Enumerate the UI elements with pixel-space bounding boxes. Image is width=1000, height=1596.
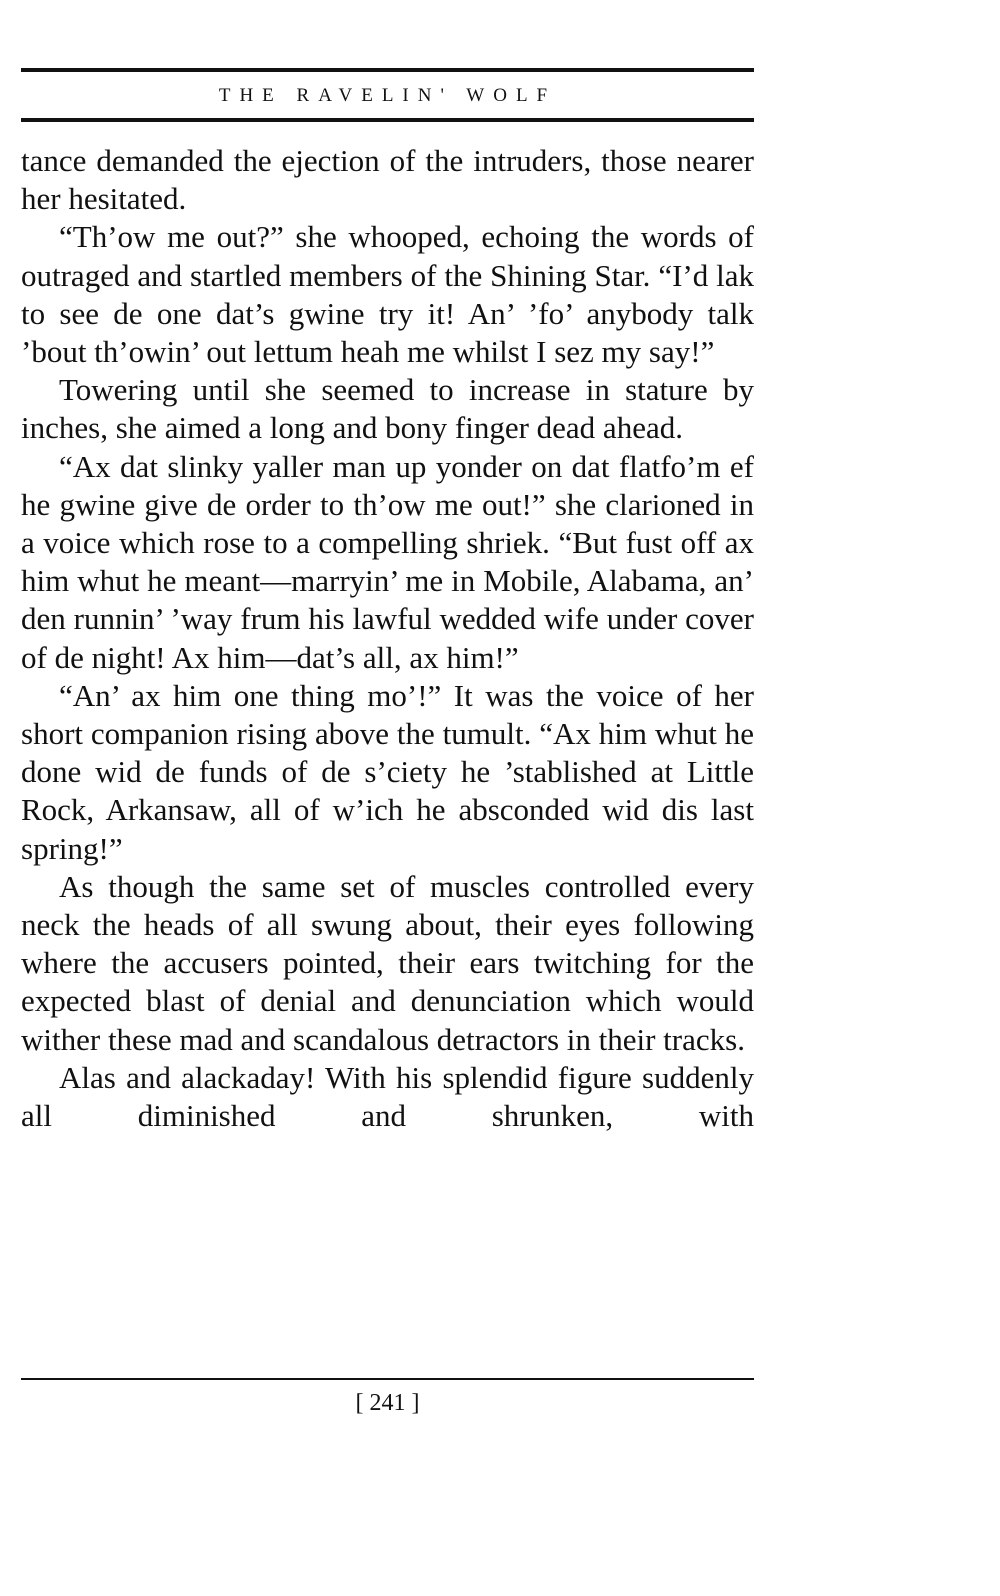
paragraph-alas: Alas and alackaday! With his splendid figure suddenly all diminished and shrunken, with [21,1059,754,1134]
paragraph-throw-me-out: “Th’ow me out?” she whooped, echoing the words of outraged and startled members of the Shining Star. “I’d lak to see de one dat’s gwine try it! An’ ’fo’ anybody talk ’bout th’owin’ out lettum heah me whilst I sez my say!” [21,219,754,370]
paragraph-ax-dat-slinky: “Ax dat slinky yaller man up yonder on dat flatfo’m ef he gwine give de order to th’ow me out!” she clarioned in a voice which rose to a compelling shriek. “But fust off ax him whut he meant—marryin’ me in Mobile, Alabama, an’ den runnin’ ’way frum his lawful wedded wife under cover of de night! Ax him—dat’s all, ax him!” [21,448,754,675]
body-text [21,142,754,1135]
book-page [21,0,754,1596]
paragraph-continuation: tance demanded the ejection of the intruders, those nearer her hesitated. [21,143,754,217]
footer-rule [21,1378,754,1380]
header-top-rule [21,68,754,72]
running-head: THE RAVELIN' WOLF [218,85,557,106]
page-number: [ 241 ] [355,1390,420,1416]
paragraph-ax-him-one-thing: “An’ ax him one thing mo’!” It was the voice of her short companion rising above the tumult. “Ax him whut he done wid de funds of de s’ciety he ’stablished at Little Rock, Arkansaw, all of w’ich he absconded wid dis last spring!” [21,677,754,866]
paragraph-muscles: As though the same set of muscles controlled every neck the heads of all swung about, their eyes following where the accusers pointed, their ears twitching for the expected blast of denial and denunciation which would wither these mad and scandalous detractors in their tracks. [21,868,754,1057]
header-bottom-rule [21,118,754,122]
paragraph-towering: Towering until she seemed to increase in stature by inches, she aimed a long and bony finger dead ahead. [21,372,754,446]
